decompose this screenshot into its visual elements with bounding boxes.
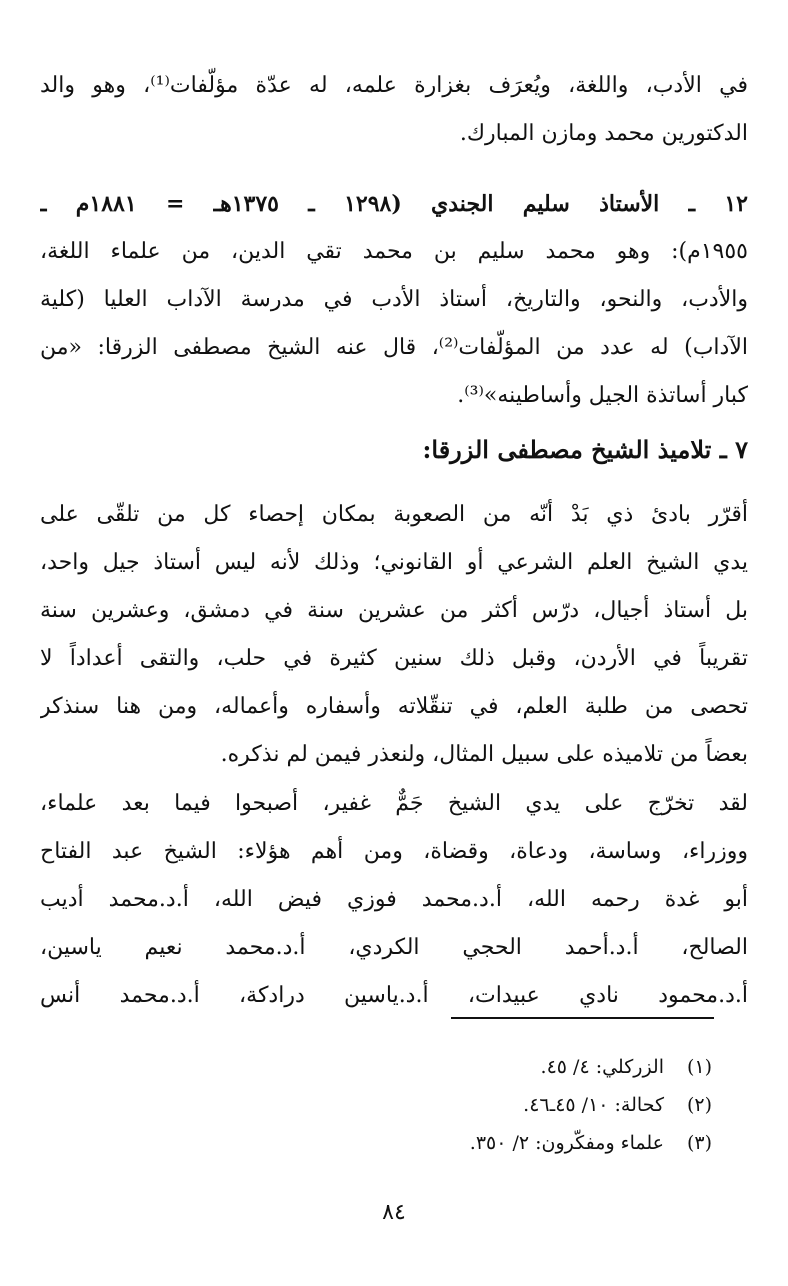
text-line: أبو غدة رحمه الله، أ.د.محمد فوزي فيض الله، أ.د.محمد أديب [40, 887, 748, 912]
text-line: أ.د.محمود نادي عبيدات، أ.د.ياسين درادكة، أ.د.محمد أنس [40, 983, 748, 1008]
text-line: بعضاً من تلاميذه على سبيل المثال، ولنعذر فيمن لم نذكره. [220, 742, 748, 767]
paragraph-2 [40, 180, 748, 420]
footnote-number: (٣) [686, 1132, 712, 1154]
text-line: أقرّر بادئ ذي بَدْ أنّه من الصعوبة بمكان إحصاء كل من تلقّى على [40, 502, 748, 527]
footnote [292, 1086, 712, 1124]
paragraph-1 [40, 62, 748, 158]
footnote-number: (١) [686, 1056, 712, 1078]
footnote-text: الزركلي: ٤/ ٤٥. [540, 1056, 664, 1078]
footnote-text: كحالة: ١٠/ ٤٥ـ٤٦. [523, 1094, 664, 1116]
text-line: الآداب) له عدد من المؤلّفات⁽²⁾، قال عنه الشيخ مصطفى الزرقا: «من [40, 335, 748, 360]
text-line: يدي الشيخ العلم الشرعي أو القانوني؛ وذلك لأنه ليس أستاذ جيل واحد، [40, 550, 748, 575]
paragraph-3 [40, 491, 748, 779]
entry-heading-line: ١٢ ـ الأستاذ سليم الجندي (١٢٩٨ ـ ١٣٧٥هـ = ١٨٨١م ـ [40, 191, 748, 217]
footnote-separator [451, 1017, 714, 1019]
footnote-text: علماء ومفكّرون: ٢/ ٣٥٠. [469, 1132, 664, 1154]
page-number: ٨٤ [382, 1200, 406, 1225]
footnote [292, 1048, 712, 1086]
text-line: كبار أساتذة الجيل وأساطينه»⁽³⁾. [457, 383, 748, 408]
footnote-number: (٢) [686, 1094, 712, 1116]
footnote [292, 1124, 712, 1162]
text-line: الدكتورين محمد ومازن المبارك. [459, 121, 748, 146]
text-line: الصالح، أ.د.أحمد الحجي الكردي، أ.د.محمد نعيم ياسين، [40, 935, 748, 960]
text-line: لقد تخرّج على يدي الشيخ جَمٌّ غفير، أصبحوا فيما بعد علماء، [40, 791, 748, 816]
text-line: ١٩٥٥م): وهو محمد سليم بن محمد تقي الدين، من علماء اللغة، [40, 239, 748, 264]
text-line: ووزراء، وساسة، ودعاة، وقضاة، ومن أهم هؤلاء: الشيخ عبد الفتاح [40, 839, 748, 864]
text-line: والأدب، والنحو، والتاريخ، أستاذ الأدب في مدرسة الآداب العليا (كلية [40, 287, 748, 312]
text-line: تقريباً في الأردن، وقبل ذلك سنين كثيرة في حلب، والتقى أعداداً لا [40, 646, 748, 671]
paragraph-4 [40, 780, 748, 1020]
text-line: تحصى من طلبة العلم، في تنقّلاته وأسفاره وأعماله، ومن هنا سنذكر [40, 694, 748, 719]
section-heading: ٧ ـ تلاميذ الشيخ مصطفى الزرقا: [422, 435, 748, 464]
text-line: بل أستاذ أجيال، درّس أكثر من عشرين سنة في دمشق، وعشرين سنة [40, 598, 748, 623]
text-line: في الأدب، واللغة، ويُعرَف بغزارة علمه، له عدّة مؤلّفات⁽¹⁾، وهو والد [40, 73, 748, 98]
footnotes [292, 1048, 712, 1162]
